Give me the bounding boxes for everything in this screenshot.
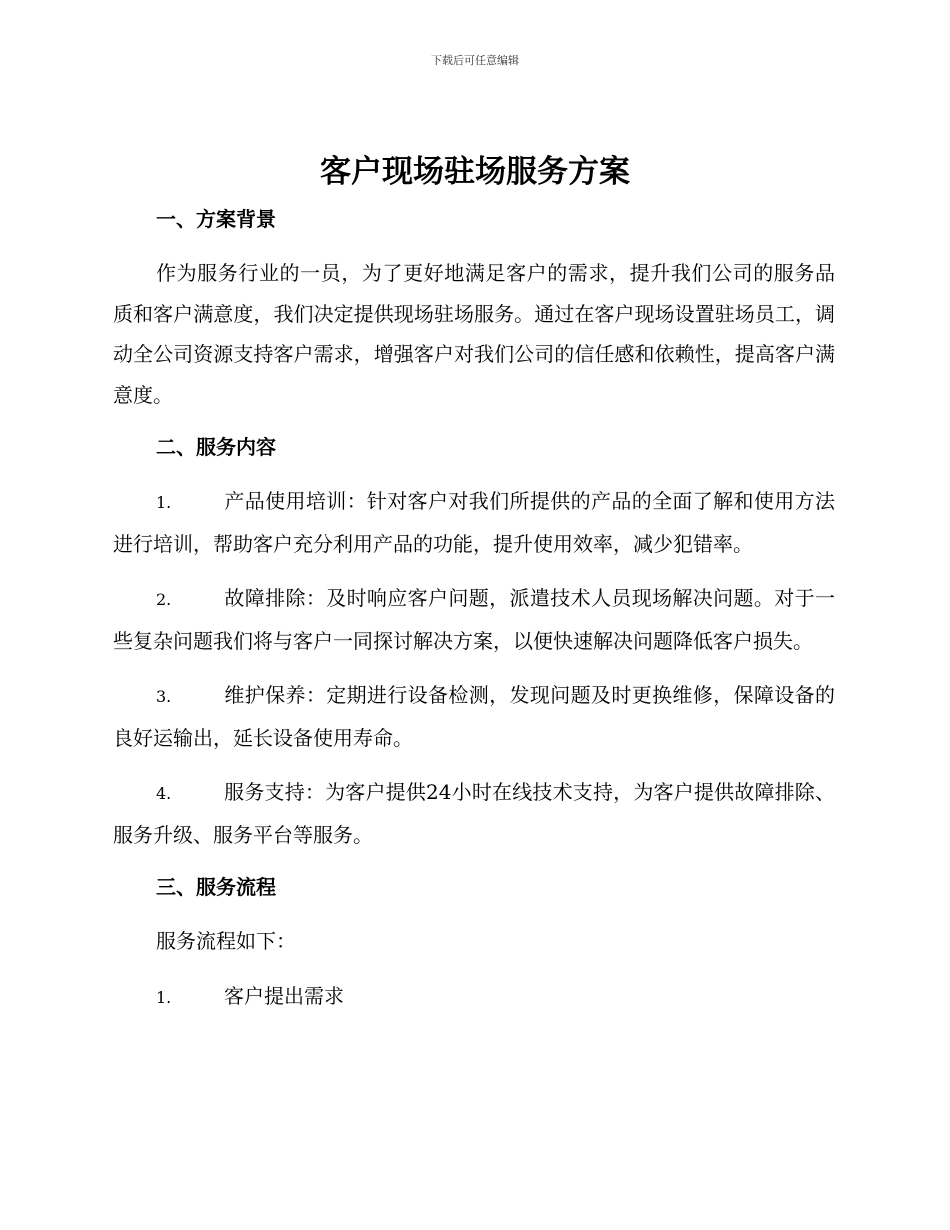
document-title: 客户现场驻场服务方案 bbox=[320, 154, 630, 190]
list-item-number: 3. bbox=[156, 687, 172, 706]
section-heading: 一、方案背景 bbox=[156, 207, 276, 231]
list-item bbox=[113, 976, 835, 1019]
section-paragraph: 作为服务行业的一员，为了更好地满足客户的需求，提升我们公司的服务品质和客户满意度，我们决定提供现场驻场服务。通过在客户现场设置驻场员工，调动全公司资源支持客户需求，增强客户对我们公司的信任感和依赖性，提高客户满意度。 bbox=[113, 261, 835, 407]
section-heading: 二、服务内容 bbox=[156, 435, 276, 459]
list-item-text: 产品使用培训：针对客户对我们所提供的产品的全面了解和使用方法进行培训，帮助客户充分利用产品的功能，提升使用效率，减少犯错率。 bbox=[113, 489, 835, 556]
list-item-number: 4. bbox=[156, 784, 172, 803]
list-item bbox=[113, 675, 835, 758]
list-item bbox=[113, 772, 835, 855]
list-item-text: 维护保养：定期进行设备检测，发现问题及时更换维修，保障设备的良好运输出，延长设备使用寿命。 bbox=[113, 683, 835, 750]
header-note: 下载后可任意编辑 bbox=[431, 54, 519, 67]
list-item-number: 1. bbox=[156, 987, 172, 1007]
list-item-text: 客户提出需求 bbox=[224, 983, 344, 1008]
section-paragraph: 服务流程如下： bbox=[156, 929, 296, 953]
section-service-process bbox=[113, 867, 835, 1018]
section-heading: 三、服务流程 bbox=[156, 875, 276, 899]
list-item-number: 2. bbox=[156, 590, 172, 609]
list-item-text: 故障排除：及时响应客户问题，派遣技术人员现场解决问题。对于一些复杂问题我们将与客户一同探讨解决方案，以便快速解决问题降低客户损失。 bbox=[113, 586, 835, 653]
list-item bbox=[113, 578, 835, 661]
section-background bbox=[113, 199, 835, 415]
list-item-number: 1. bbox=[156, 493, 172, 512]
section-service-content bbox=[113, 427, 835, 855]
document-body bbox=[113, 199, 835, 1018]
list-item bbox=[113, 481, 835, 564]
list-item-text: 服务支持：为客户提供24小时在线技术支持，为客户提供故障排除、服务升级、服务平台等服务。 bbox=[113, 780, 835, 847]
